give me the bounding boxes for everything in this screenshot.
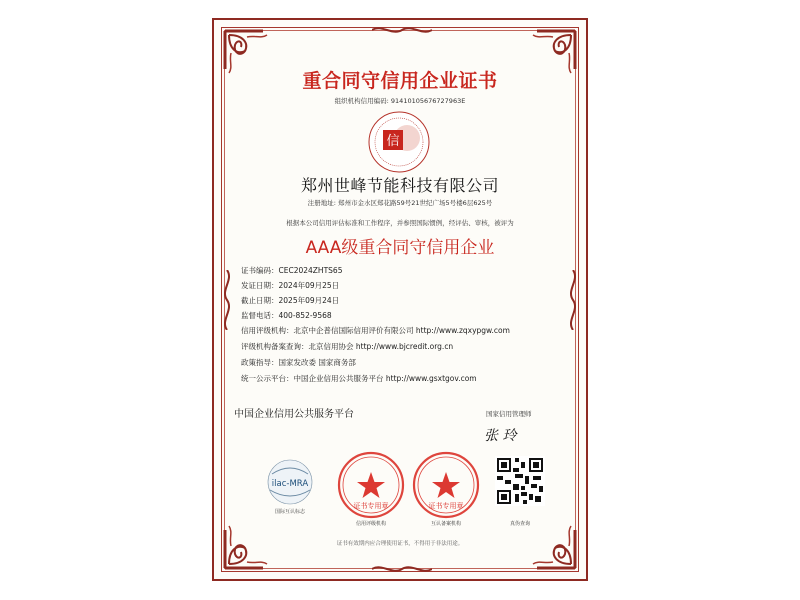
detail-row-cert-no — [241, 265, 342, 276]
detail-value: CEC2024ZHTS65 — [278, 266, 343, 275]
org-credit-code: 组织机构信用编码: 91410105676727963E — [334, 97, 466, 105]
seal-caption-ilac: 国际互认标志 — [274, 509, 305, 515]
ilac-mra-logo-icon — [264, 458, 316, 506]
detail-label: 证书编码： — [241, 266, 279, 275]
detail-row-policy-guidance — [241, 357, 356, 368]
top-ornament — [372, 24, 432, 36]
seal-text: 证书专用章 — [428, 502, 464, 510]
detail-value: 北京中企普信国际信用评价有限公司 http://www.zqxypgw.com — [293, 326, 510, 335]
detail-row-issue-date — [241, 280, 339, 291]
qr-code-icon[interactable] — [495, 456, 545, 506]
red-seal-filing-agency — [411, 450, 481, 520]
credit-manager-label: 国家信用管理师 — [486, 410, 532, 418]
registered-address: 注册地址: 郑州市金水区郑花路59号21世纪广场5号楼6层625号 — [307, 199, 493, 207]
detail-label: 监督电话： — [241, 311, 279, 320]
company-name: 郑州世峰节能科技有限公司 — [300, 176, 499, 195]
detail-value: 中国企业信用公共服务平台 http://www.gsxtgov.com — [293, 374, 477, 383]
detail-row-expiry-date — [241, 295, 339, 306]
evaluation-statement: 根据本公司信用评估标准和工作程序，并参照国际惯例，经评估、审核，被评为 — [286, 219, 514, 227]
detail-value: 2025年09月24日 — [278, 296, 340, 305]
ilac-text: ilac-MRA — [271, 479, 309, 489]
platform-name: 中国企业信用公共服务平台 — [234, 409, 354, 420]
credit-emblem-icon — [367, 110, 431, 174]
detail-value: 2024年09月25日 — [278, 281, 340, 290]
detail-value: 400-852-9568 — [278, 311, 332, 320]
detail-row-public-platform — [241, 373, 477, 384]
seal-text: 证书专用章 — [353, 502, 389, 510]
detail-row-filing-query — [241, 341, 453, 352]
credit-grade: AAA级重合同守信用企业 — [305, 238, 495, 258]
detail-value: 北京信用协会 http://www.bjcredit.org.cn — [308, 342, 454, 351]
emblem-char: 信 — [386, 134, 400, 149]
detail-row-hotline — [241, 310, 332, 321]
detail-label: 信用评级机构： — [241, 326, 294, 335]
certificate-page — [212, 18, 588, 581]
seal-caption-verify: 真伪查询 — [509, 521, 530, 527]
seal-caption-rating: 信用评级机构 — [355, 521, 386, 527]
detail-row-rating-agency — [241, 325, 510, 336]
detail-label: 评级机构备案查询： — [241, 342, 309, 351]
red-seal-rating-agency — [336, 450, 406, 520]
signature: 张 玲 — [484, 428, 517, 444]
seal-caption-filing: 互认备案机构 — [430, 521, 461, 527]
detail-label: 截止日期： — [241, 296, 279, 305]
detail-label: 发证日期： — [241, 281, 279, 290]
side-ornament-left — [220, 270, 234, 330]
certificate-title: 重合同守信用企业证书 — [302, 70, 498, 92]
footnote: 证书有效期内应合理使用证书，不得用于非法用途。 — [336, 541, 464, 547]
side-ornament-right — [566, 270, 580, 330]
bottom-ornament — [372, 563, 432, 575]
detail-label: 政策指导： — [241, 358, 279, 367]
detail-label: 统一公示平台： — [241, 374, 294, 383]
detail-value: 国家发改委 国家商务部 — [278, 358, 356, 367]
